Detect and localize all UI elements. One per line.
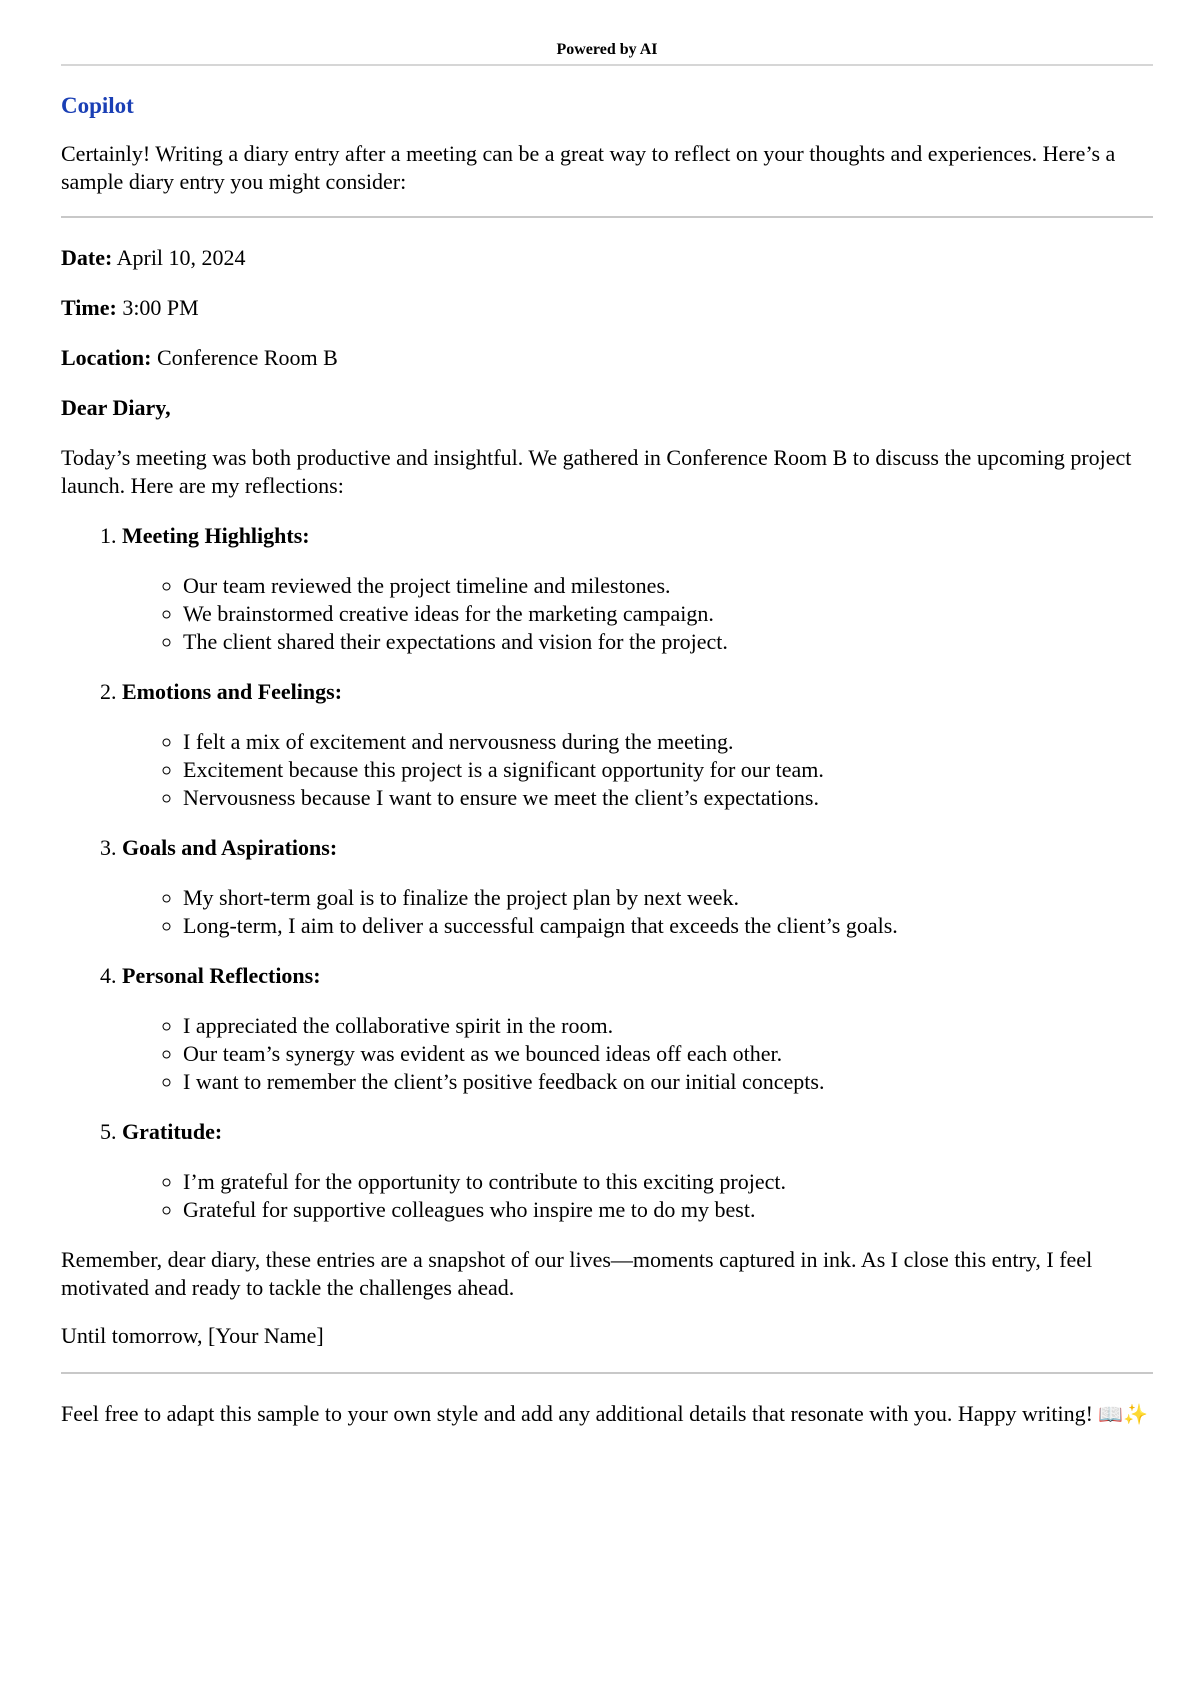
- intro-paragraph: Certainly! Writing a diary entry after a meeting can be a great way to reflect on your thoughts and experiences. Here’s a sample diary entry you might consider:: [61, 141, 1116, 194]
- list-item: ◦ The client shared their expectations and vision for the project.: [183, 628, 1153, 656]
- time-label: Time:: [61, 295, 117, 320]
- section-points: [122, 884, 1153, 940]
- list-item: ◦ Our team’s synergy was evident as we bounced ideas off each other.: [183, 1040, 1153, 1068]
- list-item: ◦ Nervousness because I want to ensure we meet the client’s expectations.: [183, 784, 1153, 812]
- closing-paragraph: Remember, dear diary, these entries are a snapshot of our lives—moments captured in ink. As I close this entry, I feel motivated and ready to tackle the challenges ahead.: [61, 1247, 1093, 1300]
- section-title: Goals and Aspirations:: [122, 835, 338, 860]
- section-gratitude: [122, 1118, 1153, 1224]
- section-goals-and-aspirations: [122, 834, 1153, 940]
- location-line: [61, 344, 1153, 372]
- list-item: ◦ Long-term, I aim to deliver a successful campaign that exceeds the client’s goals.: [183, 912, 1153, 940]
- signoff: Until tomorrow, [Your Name]: [61, 1323, 324, 1348]
- list-item: ◦ Excitement because this project is a significant opportunity for our team.: [183, 756, 1153, 784]
- list-item: ◦ We brainstormed creative ideas for the marketing campaign.: [183, 600, 1153, 628]
- open-book-icon: 📖: [1098, 1402, 1124, 1426]
- opening-paragraph: Today’s meeting was both productive and insightful. We gathered in Conference Room B to discuss the upcoming project launch. Here are my reflections:: [61, 445, 1132, 498]
- date-label: Date:: [61, 245, 113, 270]
- section-title: Emotions and Feelings:: [122, 679, 343, 704]
- brand-title: Copilot: [61, 93, 134, 118]
- powered-by-label: Powered by AI: [556, 41, 658, 58]
- section-divider-top: [61, 216, 1153, 218]
- list-item: ◦ I appreciated the collaborative spirit in the room.: [183, 1012, 1153, 1040]
- location-value: Conference Room B: [151, 345, 338, 370]
- section-emotions-and-feelings: [122, 678, 1153, 812]
- location-label: Location:: [61, 345, 152, 370]
- list-item: ◦ I’m grateful for the opportunity to contribute to this exciting project.: [183, 1168, 1153, 1196]
- section-divider-bottom: [61, 1372, 1153, 1374]
- date-value: April 10, 2024: [112, 245, 246, 270]
- time-line: [61, 294, 1153, 322]
- document-page: [61, 0, 1153, 1428]
- footer-paragraph: [61, 1400, 1153, 1428]
- section-points: [122, 728, 1153, 812]
- list-item: ◦ I want to remember the client’s positive feedback on our initial concepts.: [183, 1068, 1153, 1096]
- section-personal-reflections: [122, 962, 1153, 1096]
- section-title: Personal Reflections:: [122, 963, 321, 988]
- section-meeting-highlights: [122, 522, 1153, 656]
- time-value: 3:00 PM: [116, 295, 199, 320]
- section-title: Meeting Highlights:: [122, 523, 310, 548]
- section-points: [122, 1168, 1153, 1224]
- date-line: [61, 244, 1153, 272]
- list-item: ◦ Our team reviewed the project timeline and milestones.: [183, 572, 1153, 600]
- section-title: Gratitude:: [122, 1119, 223, 1144]
- section-points: [122, 1012, 1153, 1096]
- reflection-sections: [61, 522, 1153, 1224]
- list-item: ◦ My short-term goal is to finalize the project plan by next week.: [183, 884, 1153, 912]
- header-divider: [61, 64, 1153, 66]
- sparkles-icon: ✨: [1123, 1402, 1149, 1426]
- list-item: ◦ Grateful for supportive colleagues who inspire me to do my best.: [183, 1196, 1153, 1224]
- section-points: [122, 572, 1153, 656]
- greeting: Dear Diary,: [61, 395, 171, 420]
- list-item: ◦ I felt a mix of excitement and nervousness during the meeting.: [183, 728, 1153, 756]
- footer-text: Feel free to adapt this sample to your own style and add any additional details that resonate with you. Happy writing!: [61, 1401, 1099, 1426]
